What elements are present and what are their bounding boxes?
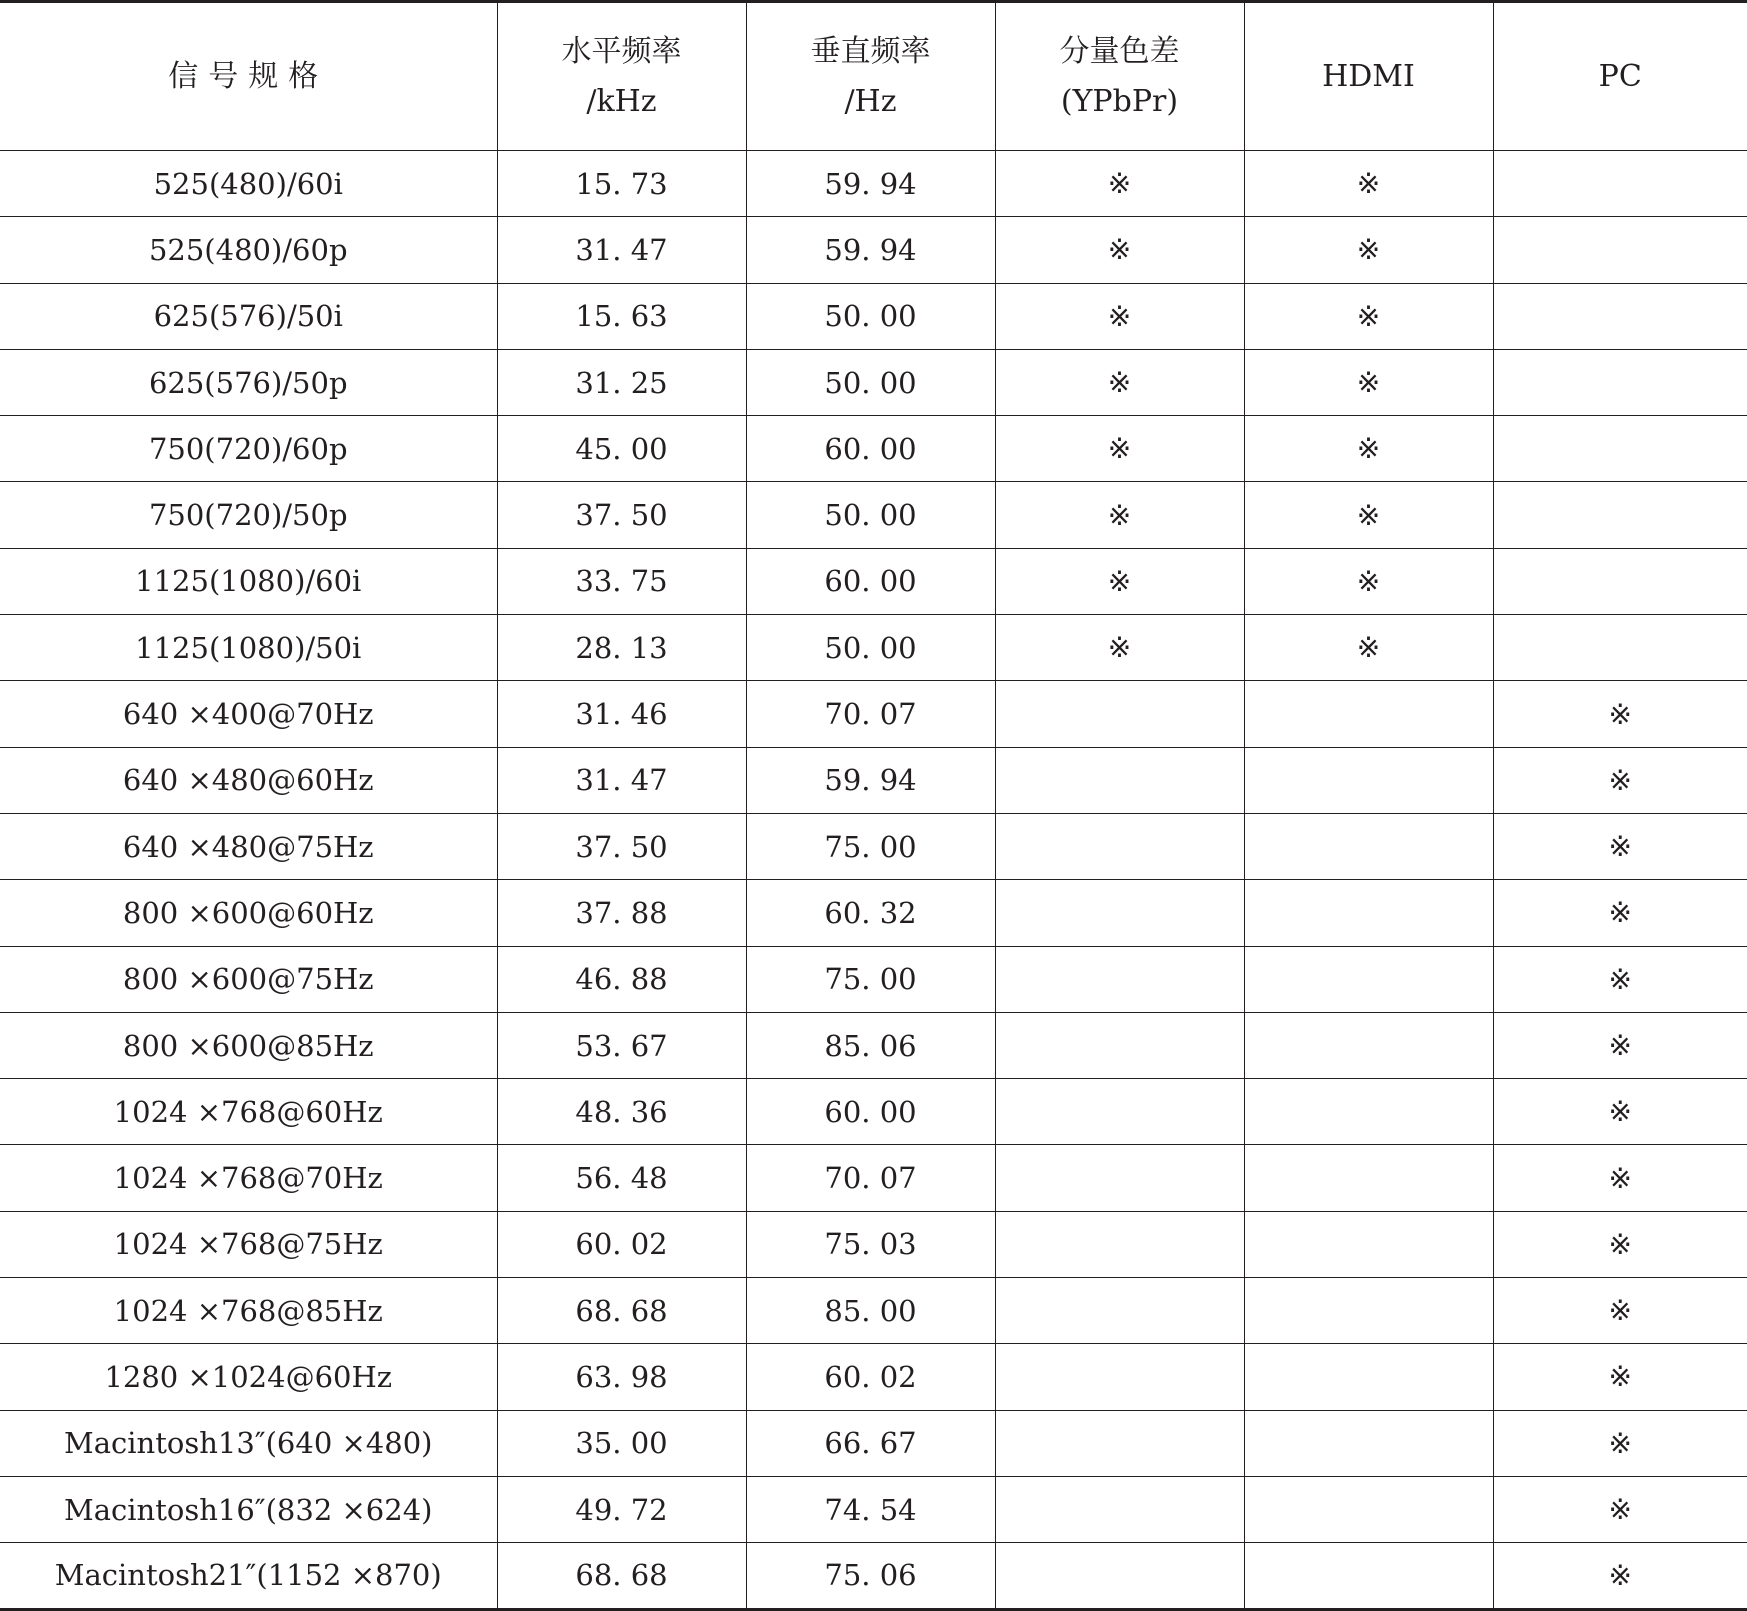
cell-pc-mark <box>1493 283 1747 349</box>
cell-hdmi-mark: ※ <box>1244 283 1493 349</box>
cell-pc-mark <box>1493 416 1747 482</box>
table-header-row <box>0 2 1747 151</box>
cell-hdmi-mark: ※ <box>1244 482 1493 548</box>
header-vertical-frequency-unit: /Hz <box>844 83 897 119</box>
cell-vertical-frequency: 66. 67 <box>746 1410 995 1476</box>
cell-component-ypbpr-mark: ※ <box>995 416 1244 482</box>
cell-signal-spec: 750(720)/50p <box>0 482 497 548</box>
table-row <box>0 1211 1747 1277</box>
cell-hdmi-mark <box>1244 1211 1493 1277</box>
cell-horizontal-frequency: 68. 68 <box>497 1543 746 1609</box>
cell-vertical-frequency: 60. 00 <box>746 548 995 614</box>
cell-pc-mark <box>1493 482 1747 548</box>
cell-hdmi-mark <box>1244 1476 1493 1542</box>
cell-pc-mark: ※ <box>1493 1211 1747 1277</box>
cell-hdmi-mark <box>1244 946 1493 1012</box>
cell-vertical-frequency: 50. 00 <box>746 482 995 548</box>
cell-horizontal-frequency: 31. 25 <box>497 349 746 415</box>
cell-component-ypbpr-mark: ※ <box>995 349 1244 415</box>
table-row <box>0 1410 1747 1476</box>
cell-vertical-frequency: 60. 00 <box>746 1079 995 1145</box>
cell-hdmi-mark <box>1244 747 1493 813</box>
cell-hdmi-mark <box>1244 1278 1493 1344</box>
cell-pc-mark: ※ <box>1493 1145 1747 1211</box>
header-horizontal-frequency-unit: /kHz <box>586 83 657 119</box>
cell-horizontal-frequency: 63. 98 <box>497 1344 746 1410</box>
cell-pc-mark: ※ <box>1493 1543 1747 1609</box>
header-horizontal-frequency-label: 水平频率 <box>561 33 682 69</box>
cell-signal-spec: 800 ×600@75Hz <box>0 946 497 1012</box>
cell-component-ypbpr-mark: ※ <box>995 615 1244 681</box>
table-row <box>0 1344 1747 1410</box>
cell-component-ypbpr-mark <box>995 1278 1244 1344</box>
cell-signal-spec: 525(480)/60i <box>0 151 497 217</box>
table-row <box>0 1012 1747 1078</box>
cell-component-ypbpr-mark <box>995 747 1244 813</box>
table-row <box>0 880 1747 946</box>
header-pc-label: PC <box>1598 58 1642 94</box>
table-row <box>0 548 1747 614</box>
cell-hdmi-mark: ※ <box>1244 151 1493 217</box>
cell-vertical-frequency: 50. 00 <box>746 349 995 415</box>
cell-signal-spec: 1024 ×768@60Hz <box>0 1079 497 1145</box>
cell-component-ypbpr-mark <box>995 813 1244 879</box>
cell-pc-mark: ※ <box>1493 1079 1747 1145</box>
cell-component-ypbpr-mark <box>995 1410 1244 1476</box>
header-component-label: 分量色差 <box>1059 33 1180 69</box>
cell-horizontal-frequency: 37. 50 <box>497 813 746 879</box>
cell-signal-spec: Macintosh16″(832 ×624) <box>0 1476 497 1542</box>
table-row <box>0 813 1747 879</box>
table-row <box>0 747 1747 813</box>
cell-signal-spec: 640 ×400@70Hz <box>0 681 497 747</box>
cell-pc-mark <box>1493 615 1747 681</box>
cell-pc-mark <box>1493 548 1747 614</box>
table-row <box>0 615 1747 681</box>
cell-signal-spec: 1024 ×768@70Hz <box>0 1145 497 1211</box>
header-vertical-frequency-label: 垂直频率 <box>810 33 931 69</box>
cell-vertical-frequency: 75. 00 <box>746 946 995 1012</box>
cell-component-ypbpr-mark <box>995 1079 1244 1145</box>
cell-component-ypbpr-mark: ※ <box>995 482 1244 548</box>
cell-hdmi-mark <box>1244 880 1493 946</box>
cell-hdmi-mark <box>1244 681 1493 747</box>
cell-vertical-frequency: 75. 00 <box>746 813 995 879</box>
cell-signal-spec: 525(480)/60p <box>0 217 497 283</box>
cell-component-ypbpr-mark <box>995 946 1244 1012</box>
cell-hdmi-mark <box>1244 1344 1493 1410</box>
cell-component-ypbpr-mark <box>995 1211 1244 1277</box>
cell-signal-spec: 750(720)/60p <box>0 416 497 482</box>
header-vertical-frequency <box>746 2 995 151</box>
cell-hdmi-mark <box>1244 1410 1493 1476</box>
cell-vertical-frequency: 59. 94 <box>746 151 995 217</box>
cell-pc-mark <box>1493 151 1747 217</box>
cell-horizontal-frequency: 15. 63 <box>497 283 746 349</box>
table-row <box>0 1543 1747 1609</box>
cell-signal-spec: 1024 ×768@75Hz <box>0 1211 497 1277</box>
cell-horizontal-frequency: 28. 13 <box>497 615 746 681</box>
header-signal-spec-label: 信号规格 <box>168 58 329 94</box>
cell-hdmi-mark: ※ <box>1244 349 1493 415</box>
cell-hdmi-mark <box>1244 1012 1493 1078</box>
cell-vertical-frequency: 74. 54 <box>746 1476 995 1542</box>
cell-horizontal-frequency: 37. 50 <box>497 482 746 548</box>
cell-pc-mark: ※ <box>1493 813 1747 879</box>
cell-pc-mark: ※ <box>1493 880 1747 946</box>
cell-pc-mark: ※ <box>1493 681 1747 747</box>
cell-component-ypbpr-mark <box>995 1476 1244 1542</box>
cell-signal-spec: 800 ×600@85Hz <box>0 1012 497 1078</box>
table-row <box>0 1145 1747 1211</box>
cell-pc-mark: ※ <box>1493 1344 1747 1410</box>
header-pc <box>1493 2 1747 151</box>
cell-signal-spec: 625(576)/50i <box>0 283 497 349</box>
cell-signal-spec: 640 ×480@60Hz <box>0 747 497 813</box>
cell-vertical-frequency: 60. 00 <box>746 416 995 482</box>
header-component-sub: (YPbPr) <box>1060 83 1179 119</box>
cell-pc-mark: ※ <box>1493 1476 1747 1542</box>
cell-hdmi-mark <box>1244 1145 1493 1211</box>
cell-signal-spec: 640 ×480@75Hz <box>0 813 497 879</box>
cell-vertical-frequency: 85. 00 <box>746 1278 995 1344</box>
cell-pc-mark: ※ <box>1493 1012 1747 1078</box>
cell-vertical-frequency: 50. 00 <box>746 615 995 681</box>
cell-pc-mark <box>1493 349 1747 415</box>
cell-vertical-frequency: 60. 02 <box>746 1344 995 1410</box>
header-hdmi <box>1244 2 1493 151</box>
cell-pc-mark: ※ <box>1493 1278 1747 1344</box>
cell-vertical-frequency: 75. 06 <box>746 1543 995 1609</box>
cell-vertical-frequency: 70. 07 <box>746 681 995 747</box>
cell-hdmi-mark <box>1244 1543 1493 1609</box>
cell-component-ypbpr-mark: ※ <box>995 151 1244 217</box>
cell-vertical-frequency: 59. 94 <box>746 747 995 813</box>
cell-component-ypbpr-mark <box>995 880 1244 946</box>
cell-horizontal-frequency: 45. 00 <box>497 416 746 482</box>
cell-pc-mark: ※ <box>1493 747 1747 813</box>
table-row <box>0 217 1747 283</box>
cell-vertical-frequency: 60. 32 <box>746 880 995 946</box>
cell-component-ypbpr-mark <box>995 1012 1244 1078</box>
header-component-ypbpr <box>995 2 1244 151</box>
cell-horizontal-frequency: 31. 46 <box>497 681 746 747</box>
cell-vertical-frequency: 70. 07 <box>746 1145 995 1211</box>
cell-hdmi-mark: ※ <box>1244 548 1493 614</box>
cell-vertical-frequency: 85. 06 <box>746 1012 995 1078</box>
cell-hdmi-mark <box>1244 1079 1493 1145</box>
cell-component-ypbpr-mark: ※ <box>995 217 1244 283</box>
cell-horizontal-frequency: 35. 00 <box>497 1410 746 1476</box>
cell-horizontal-frequency: 56. 48 <box>497 1145 746 1211</box>
cell-component-ypbpr-mark: ※ <box>995 283 1244 349</box>
cell-horizontal-frequency: 60. 02 <box>497 1211 746 1277</box>
cell-pc-mark: ※ <box>1493 1410 1747 1476</box>
table-row <box>0 416 1747 482</box>
cell-vertical-frequency: 59. 94 <box>746 217 995 283</box>
cell-vertical-frequency: 50. 00 <box>746 283 995 349</box>
cell-component-ypbpr-mark <box>995 681 1244 747</box>
cell-horizontal-frequency: 53. 67 <box>497 1012 746 1078</box>
cell-horizontal-frequency: 48. 36 <box>497 1079 746 1145</box>
cell-horizontal-frequency: 15. 73 <box>497 151 746 217</box>
cell-signal-spec: 1125(1080)/60i <box>0 548 497 614</box>
cell-signal-spec: Macintosh21″(1152 ×870) <box>0 1543 497 1609</box>
cell-horizontal-frequency: 33. 75 <box>497 548 746 614</box>
cell-horizontal-frequency: 31. 47 <box>497 747 746 813</box>
header-hdmi-label: HDMI <box>1322 58 1415 94</box>
cell-component-ypbpr-mark <box>995 1344 1244 1410</box>
cell-vertical-frequency: 75. 03 <box>746 1211 995 1277</box>
header-horizontal-frequency <box>497 2 746 151</box>
cell-horizontal-frequency: 68. 68 <box>497 1278 746 1344</box>
cell-signal-spec: Macintosh13″(640 ×480) <box>0 1410 497 1476</box>
cell-signal-spec: 625(576)/50p <box>0 349 497 415</box>
cell-signal-spec: 1024 ×768@85Hz <box>0 1278 497 1344</box>
cell-signal-spec: 1125(1080)/50i <box>0 615 497 681</box>
table-row <box>0 681 1747 747</box>
cell-horizontal-frequency: 46. 88 <box>497 946 746 1012</box>
table-row <box>0 946 1747 1012</box>
cell-horizontal-frequency: 37. 88 <box>497 880 746 946</box>
cell-signal-spec: 800 ×600@60Hz <box>0 880 497 946</box>
table-row <box>0 349 1747 415</box>
table-row <box>0 151 1747 217</box>
cell-horizontal-frequency: 31. 47 <box>497 217 746 283</box>
table-row <box>0 482 1747 548</box>
cell-pc-mark: ※ <box>1493 946 1747 1012</box>
header-signal-spec <box>0 2 497 151</box>
cell-component-ypbpr-mark: ※ <box>995 548 1244 614</box>
cell-hdmi-mark: ※ <box>1244 217 1493 283</box>
cell-horizontal-frequency: 49. 72 <box>497 1476 746 1542</box>
table-body <box>0 151 1747 1610</box>
cell-hdmi-mark: ※ <box>1244 416 1493 482</box>
table-row <box>0 1476 1747 1542</box>
cell-pc-mark <box>1493 217 1747 283</box>
cell-hdmi-mark: ※ <box>1244 615 1493 681</box>
table-row <box>0 1278 1747 1344</box>
cell-component-ypbpr-mark <box>995 1543 1244 1609</box>
cell-hdmi-mark <box>1244 813 1493 879</box>
table-row <box>0 283 1747 349</box>
cell-component-ypbpr-mark <box>995 1145 1244 1211</box>
cell-signal-spec: 1280 ×1024@60Hz <box>0 1344 497 1410</box>
table-row <box>0 1079 1747 1145</box>
